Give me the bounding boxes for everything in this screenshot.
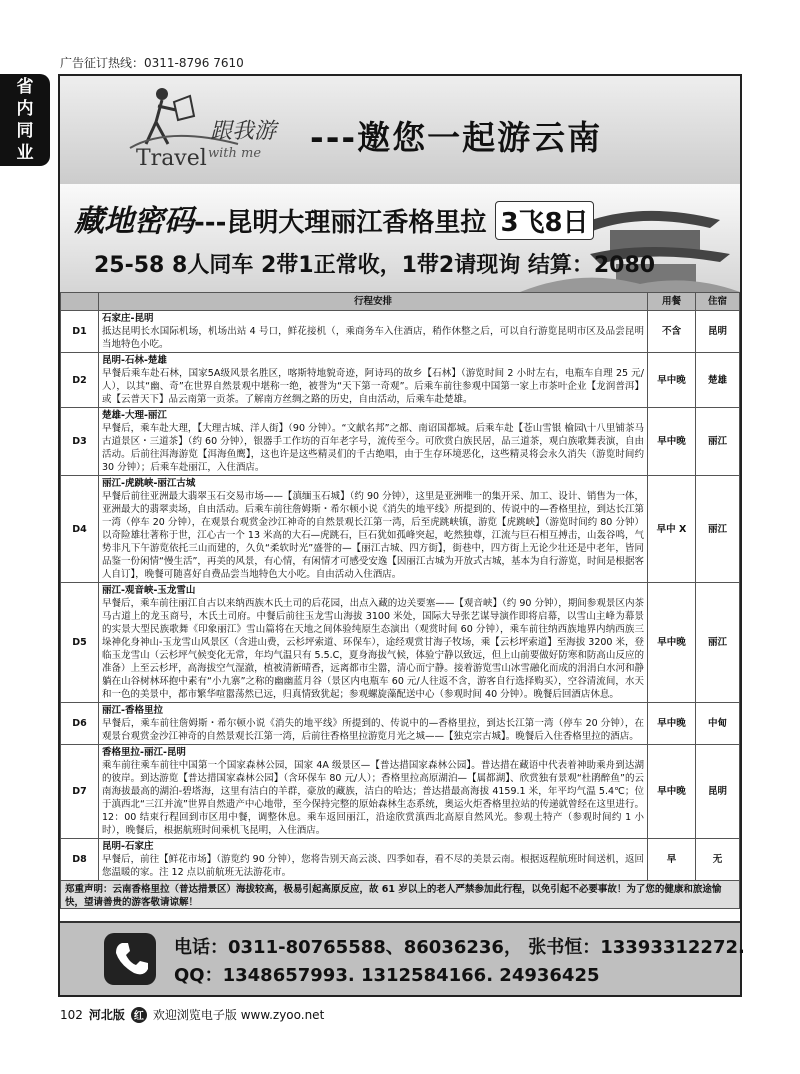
banner <box>60 184 740 294</box>
table-header-meals: 用餐 <box>648 293 696 311</box>
meals-cell: 早中晚 <box>648 353 696 408</box>
header <box>60 76 740 186</box>
lodging-cell: 丽江 <box>696 408 740 476</box>
logo-chinese: 跟我游 <box>210 119 277 144</box>
itinerary-cell <box>99 353 648 408</box>
contact-bar <box>60 921 745 995</box>
meals-cell: 早 <box>648 839 696 881</box>
table-header-lodging: 住宿 <box>696 293 740 311</box>
itinerary-cell <box>99 703 648 745</box>
side-tab-char: 同 <box>16 121 34 141</box>
itinerary-table <box>60 292 740 909</box>
route-description: 早餐后前往亚洲最大翡翠玉石交易市场——【滇缅玉石城】（约 90 分钟），这里是亚洲唯一的集开采、加工、设计、销售为一体，亚洲最大的翡翠卖场，自由活动。后乘车前往詹姆斯・希尔顿小说《消失的地平线》所提到的、传说中的—香格里拉，到达长江第一湾（停车 20 分钟），在观景台观赏金沙江神奇的自然景观长江第一湾，后至虎跳峡镇，游览【虎跳峡】（游览时间约 80 分钟）以奇险雄壮著称于世，江心古一个 13 米高的大石—虎跳石，巨石犹如孤峰突起，屹然独尊，江流与巨石相互搏击，山轰谷鸣，气势非凡下午游览依托三山而建的，久负“柔软时光”盛誉的—【丽江古城、四方街】，街巷中，四方街上无论少壮还是中老年，皆同品鉴一份闲情“慢生活”，再美的风景，有心情，有闲情才可感受安逸【因丽江古城为开放式古城，基本为自行游览，时间是根据客人自订】，晚餐可随喜好自费品尝当地特色大小吃。自由活动入住酒店。 <box>102 491 644 580</box>
footer-website: 欢迎浏览电子版 www.zyoo.net <box>152 1008 325 1022</box>
day-cell: D8 <box>61 839 99 881</box>
itinerary-cell <box>99 408 648 476</box>
phone-icon <box>104 933 156 985</box>
meals-cell: 早中 X <box>648 476 696 583</box>
banner-title <box>74 196 594 240</box>
route-title: 丽江-虎跳峡-丽江古城 <box>102 478 196 489</box>
itinerary-cell <box>99 311 648 353</box>
route-description: 抵达昆明长水国际机场，机场出站 4 号口，鲜花接机（，乘商务车入住酒店，稍作休整之后，可以自行游览昆明市区及品尝昆明当地特色小吃。 <box>102 326 644 350</box>
table-row <box>61 353 740 408</box>
table-row <box>61 408 740 476</box>
day-cell: D4 <box>61 476 99 583</box>
lodging-cell: 丽江 <box>696 476 740 583</box>
side-tab-char: 业 <box>16 143 34 163</box>
day-cell: D5 <box>61 583 99 703</box>
lodging-cell: 无 <box>696 839 740 881</box>
lodging-cell: 中甸 <box>696 703 740 745</box>
lodging-cell: 昆明 <box>696 745 740 839</box>
banner-price-line: 25-58 8人同车 2带1正常收，1带2请现询 结算：2080 <box>94 253 656 278</box>
route-title: 香格里拉-丽江-昆明 <box>102 747 186 758</box>
lodging-cell: 昆明 <box>696 311 740 353</box>
route-description: 早餐后，乘车赴大理，【大理古城、洋人街】（90 分钟）。“文献名邦”之都、南诏国都城。后乘车赴【苍山雪银 榆园\十八里铺茶马古道景区・三道茶】（约 60 分钟），银器手工作坊的百年老字号，流传至今。可欣赏白族民居，品三道茶，观白族歌舞表演，自由活动。后前往洱海游览【洱海鱼鹰】，这也许是这些精灵们的千古绝唱，由于生存环境恶化，这些精灵将会永久消失（游览时间约 30 分钟）；后乘车赴丽江，入住酒店。 <box>102 423 644 473</box>
table-row <box>61 745 740 839</box>
lodging-cell: 丽江 <box>696 583 740 703</box>
disclaimer-note: 郑重声明：云南香格里拉（普达措景区）海拔较高，极易引起高原反应，故 61 岁以上的老人严禁参加此行程，以免引起不必要事故！为了您的健康和旅途愉快，望请善贵的游客敬请谅解！ <box>60 881 740 909</box>
contact-qq: QQ：1348657993. 1312584166. 24936425 <box>174 965 600 986</box>
contact-phone: 电话：0311-80765588、86036236， 张书恒：13393312272. <box>174 937 745 958</box>
brand-badge: 红 <box>131 1007 147 1023</box>
table-row <box>61 311 740 353</box>
table-header-itinerary: 行程安排 <box>99 293 648 311</box>
route-title: 昆明-石家庄 <box>102 841 154 852</box>
day-cell: D6 <box>61 703 99 745</box>
itinerary-cell <box>99 476 648 583</box>
side-tab-char: 内 <box>16 99 34 119</box>
page-footer <box>60 1006 324 1023</box>
meals-cell: 早中晚 <box>648 408 696 476</box>
page-number: 102 <box>60 1007 83 1022</box>
ad-frame <box>58 74 745 997</box>
route-title: 昆明-石林-楚雄 <box>102 355 167 366</box>
route-description: 早餐后，前往【鲜花市场】（游览约 90 分钟），您将告别天高云淡、四季如春，看不尽的美景云南。根据返程航班时间送机，返回您温暖的家。注 12 点以前航班无法游花市。 <box>102 854 644 878</box>
day-cell: D1 <box>61 311 99 353</box>
banner-title-main: ---昆明大理丽江香格里拉 <box>194 208 487 238</box>
banner-days-badge: 3飞8日 <box>495 201 593 240</box>
table-row <box>61 839 740 881</box>
day-cell: D2 <box>61 353 99 408</box>
table-header-day <box>61 293 99 311</box>
day-cell: D3 <box>61 408 99 476</box>
day-cell: D7 <box>61 745 99 839</box>
route-title: 楚雄-大理-丽江 <box>102 410 167 421</box>
route-title: 石家庄-昆明 <box>102 313 154 324</box>
banner-title-cursive: 藏地密码 <box>74 204 194 239</box>
route-description: 乘车前往乘车前往中国第一个国家森林公园，国家 4A 级景区—【普达措国家森林公园】。普达措在藏语中代表着神助乘舟到达湖的彼岸。到达游览【普达措国家森林公园】（含环保车 80 元/人）；香格里拉高原湖泊—【属都湖】、欣赏独有景观“杜鹃醉鱼”的云南海拔最高的湖泊-碧塔海，这里有洁白的羊群，豪放的藏族，洁白的哈达；普达措最高海拔 4159.1 米，年平均气温 5.4℃；位于滇西北“三江并流”世界自然遗产中心地带，至今保持完整的原始森林生态系统，奥运火炬香格里拉站的传递就曾经在这里进行。12：00 结束行程回到市区用中餐，调整休息。乘车返回丽江，沿途欣赏滇西北高原自然风光。参观土特产（参观时间约 1 小时），晚餐后，根据航班时间乘机飞昆明，入住酒店。 <box>102 760 644 836</box>
route-description: 早餐后乘车赴石林，国家5A级风景名胜区，喀斯特地貌奇迹，阿诗玛的故乡【石林】（游览时间 2 小时左右，电瓶车自理 25 元/人），以其“幽、奇”在世界自然景观中堪称一绝，被誉为“天下第一奇观”。后乘车前往参观中国第一家上市茶叶企业【龙润普洱】或【云普天下】品云南第一贡茶。了解南方丝绸之路的历史，自由活动，后乘车赴楚雄。 <box>102 368 644 405</box>
logo-english: Travel <box>136 146 207 171</box>
table-row <box>61 703 740 745</box>
meals-cell: 早中晚 <box>648 583 696 703</box>
table-row <box>61 476 740 583</box>
lodging-cell: 楚雄 <box>696 353 740 408</box>
table-header-row <box>61 293 740 311</box>
route-title: 丽江-香格里拉 <box>102 705 163 716</box>
itinerary-cell <box>99 583 648 703</box>
ad-hotline: 广告征订热线：0311-8796 7610 <box>60 56 244 70</box>
route-title: 丽江-观音峡-玉龙雪山 <box>102 585 196 596</box>
itinerary-cell <box>99 745 648 839</box>
logo-subtitle: with me <box>208 146 262 161</box>
table-row <box>61 583 740 703</box>
side-tab <box>0 74 50 166</box>
meals-cell: 不含 <box>648 311 696 353</box>
route-description: 早餐后，乘车前往丽江自古以来纳西族木氏土司的后花园，出点入藏的边关要塞——【观音峡】（约 90 分钟），期间参观景区内茶马古道上的龙玉商号，木氏土司府。中餐后前往玉龙雪山海拔 3100 米处，国际大导张艺谋导演作即将启幕，以雪山主峰为幕景的实景大型民族歌舞《印象丽江》雪山篇将在天地之间体验纯原生态演出（观赏时间 60 分钟），乘车前往纳西族地界内纳西族三垛神化身神山-玉龙雪山风景区（含进山费，云杉坪索道、环保车），途经观赏甘海子牧场，乘【云杉坪索道】至海拔 3200 米，登临玉龙雪山（云杉坪气候变化无常，年均气温只有 5.5.C，夏身海拔气候，体验宁静以致远，但上山前要做好防寒和防高山反应的准备）上至云杉坪，高海拔空气湿澈，植被清新晴香，远离都市尘嚣，清心而宁静。接着游览雪山冰雪融化而成的涓涓白水河和静躺在山谷树林环抱中素有“小九寨”之称的幽幽蓝月谷（景区内电瓶车 60 元/人往返不含，游客自行选择购买），空谷清流间，水天和一色的美景中，都市繁华喧嚣荡然已远，归真情致犹起；参观螺旋藻配送中心（参观时间 40 分钟）。晚餐后回酒店休息。 <box>102 598 644 700</box>
side-tab-char: 省 <box>16 77 34 97</box>
meals-cell: 早中晚 <box>648 703 696 745</box>
itinerary-cell <box>99 839 648 881</box>
meals-cell: 早中晚 <box>648 745 696 839</box>
edition-region: 河北版 <box>88 1008 125 1022</box>
slogan: ---邀您一起游云南 <box>310 118 603 157</box>
route-description: 早餐后，乘车前往詹姆斯・希尔顿小说《消失的地平线》所提到的、传说中的—香格里拉，到达长江第一湾（停车 20 分钟），在观景台观赏金沙江神奇的自然景观长江第一湾，后前往香格里拉游览月光之城——【独克宗古城】。晚餐后入住香格里拉的酒店。 <box>102 718 644 742</box>
